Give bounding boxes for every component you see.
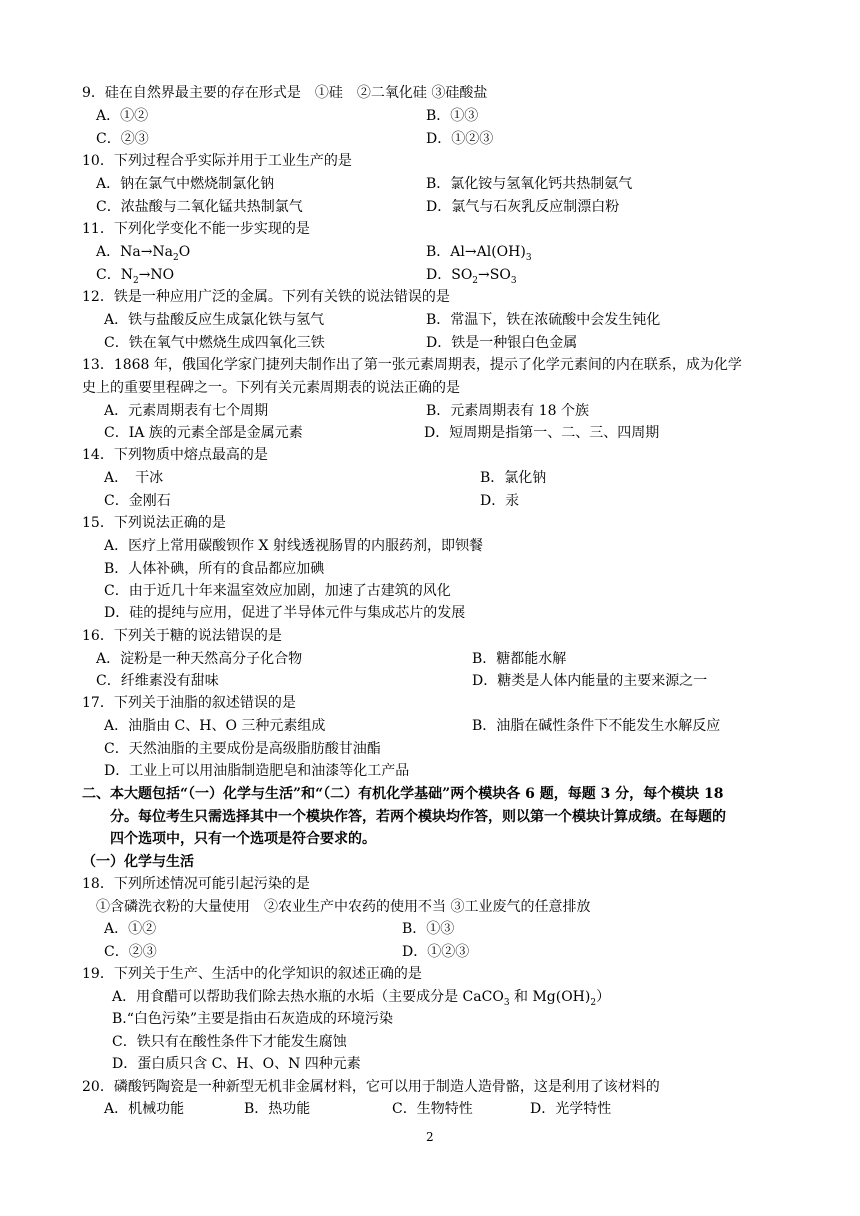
- q19-stem-line: [0, 963, 860, 985]
- q15-option-b: B．人体补碘，所有的食品都应加碘: [104, 561, 325, 577]
- q20-option-d: D．光学特性: [530, 1101, 612, 1117]
- q13-options-row2: [0, 422, 860, 444]
- q11-option-d-subscript-2: 3: [510, 275, 517, 286]
- section2-instructions-line-2: [0, 806, 860, 828]
- q18-option-a: A．①②: [104, 921, 157, 937]
- q10-option-d: D．氯气与石灰乳反应制漂白粉: [426, 199, 620, 215]
- q13-stem-1: 13．1868 年，俄国化学家门捷列夫制作出了第一张元素周期表，提示了化学元素间的内在联系，成为化学: [82, 357, 742, 373]
- q10-options-row1: [0, 173, 860, 195]
- q17-option-d-line: [0, 760, 860, 782]
- q19-option-a-subscript-2: 2: [590, 997, 597, 1008]
- q11-option-d-text: D．SO: [426, 267, 473, 283]
- q18-stem-line: [0, 873, 860, 895]
- q11-option-c-text: C．N: [96, 267, 133, 283]
- q18-options-row2: [0, 941, 860, 963]
- section2-instructions-1: 二、本大题包括“（一）化学与生活”和“（二）有机化学基础”两个模块各 6 题，每题 3 分，每个模块 18: [82, 786, 724, 802]
- module1-heading: （一）化学与生活: [82, 854, 194, 870]
- q13-options-row1: [0, 400, 860, 422]
- q20-stem: 20．磷酸钙陶瓷是一种新型无机非金属材料，它可以用于制造人造骨骼，这是利用了该材料的: [82, 1079, 660, 1095]
- q12-option-c: C．铁在氧气中燃烧生成四氧化三铁: [104, 335, 325, 351]
- q17-stem: 17．下列关于油脂的叙述错误的是: [82, 695, 296, 711]
- q12-options-row2: [0, 332, 860, 354]
- q11-option-c: [96, 264, 174, 286]
- q19-option-a-line: [0, 986, 860, 1008]
- q11-options-row2: [0, 264, 860, 286]
- section2-instructions-line-3: [0, 828, 860, 850]
- q14-option-a: A． 干冰: [104, 470, 164, 486]
- q20-stem-line: [0, 1076, 860, 1098]
- q14-stem-line: [0, 444, 860, 466]
- q19-option-d-line: [0, 1053, 860, 1075]
- q12-options-row1: [0, 309, 860, 331]
- q13-stem-line-2: [0, 377, 860, 399]
- q19-stem: 19．下列关于生产、生活中的化学知识的叙述正确的是: [82, 966, 422, 982]
- q10-stem-line: [0, 150, 860, 172]
- q10-option-c: C．浓盐酸与二氧化锰共热制氯气: [96, 199, 303, 215]
- q12-stem: 12．铁是一种应用广泛的金属。下列有关铁的说法错误的是: [82, 289, 450, 305]
- q18-items: ①含磷洗衣粉的大量使用 ②农业生产中农药的使用不当 ③工业废气的任意排放: [96, 899, 591, 915]
- q16-options-row1: [0, 648, 860, 670]
- q13-option-a: A．元素周期表有七个周期: [104, 403, 269, 419]
- q17-option-a: A．油脂由 C、H、O 三种元素组成: [104, 718, 326, 734]
- q15-option-c: C．由于近几十年来温室效应加剧，加速了古建筑的风化: [104, 583, 451, 599]
- q11-option-c-subscript: 2: [132, 275, 139, 286]
- q10-option-b: B．氯化铵与氢氧化钙共热制氨气: [426, 176, 633, 192]
- q11-option-a-subscript: 2: [173, 252, 179, 263]
- q19-option-a-mid: 和 Mg(OH): [509, 989, 591, 1005]
- q17-option-c: C．天然油脂的主要成份是高级脂肪酸甘油酯: [104, 741, 381, 757]
- q11-options-row1: [0, 241, 860, 263]
- q11-stem-line: [0, 218, 860, 240]
- q15-stem-line: [0, 512, 860, 534]
- q9-option-a: A．①②: [96, 108, 149, 124]
- q12-stem-line: [0, 286, 860, 308]
- q18-items-line: [0, 896, 860, 918]
- q16-option-c: C．纤维素没有甜味: [96, 673, 219, 689]
- q14-stem: 14．下列物质中熔点最高的是: [82, 447, 268, 463]
- q11-option-c-tail: →NO: [138, 267, 175, 283]
- q20-option-b: B．热功能: [244, 1101, 311, 1117]
- q17-option-b: B．油脂在碱性条件下不能发生水解反应: [472, 718, 721, 734]
- q16-stem: 16．下列关于糖的说法错误的是: [82, 628, 282, 644]
- q11-option-a-tail: O: [178, 244, 191, 260]
- q19-option-c: C．铁只有在酸性条件下才能发生腐蚀: [112, 1034, 347, 1050]
- q19-option-a-subscript-1: 3: [503, 997, 510, 1008]
- q11-option-a-text: A．Na→Na: [96, 244, 174, 260]
- q9-stem-line: [0, 82, 860, 104]
- q18-options-row1: [0, 918, 860, 940]
- q14-options-row2: [0, 490, 860, 512]
- q9-options-row1: [0, 105, 860, 127]
- q9-options-row2: [0, 128, 860, 150]
- q14-options-row1: [0, 467, 860, 489]
- q18-option-c: C．②③: [104, 944, 157, 960]
- q16-option-a: A．淀粉是一种天然高分子化合物: [96, 651, 303, 667]
- q11-option-b-subscript: 3: [525, 252, 532, 263]
- q14-option-b: B．氯化钠: [480, 470, 547, 486]
- q9-stem: 9．硅在自然界最主要的存在形式是 ①硅 ②二氧化硅 ③硅酸盐: [82, 85, 488, 101]
- module1-heading-line: [0, 851, 860, 873]
- q11-stem: 11．下列化学变化不能一步实现的是: [82, 221, 310, 237]
- q17-stem-line: [0, 692, 860, 714]
- q17-option-c-line: [0, 738, 860, 760]
- q16-options-row2: [0, 670, 860, 692]
- q15-option-a: A．医疗上常用碳酸钡作 X 射线透视肠胃的内服药剂，即钡餐: [104, 538, 483, 554]
- q15-option-d-line: [0, 602, 860, 624]
- q15-option-d: D．硅的提纯与应用，促进了半导体元件与集成芯片的发展: [104, 605, 466, 621]
- q18-option-d: D．①②③: [402, 944, 470, 960]
- section2-instructions-line-1: [0, 783, 860, 805]
- q19-option-a-tail: ）: [596, 989, 611, 1005]
- q19-option-d: D．蛋白质只含 C、H、O、N 四种元素: [112, 1056, 361, 1072]
- q19-option-a: [112, 986, 610, 1008]
- q15-option-c-line: [0, 580, 860, 602]
- q19-option-c-line: [0, 1031, 860, 1053]
- q13-stem-2: 史上的重要里程碑之一。下列有关元素周期表的说法正确的是: [82, 380, 460, 396]
- q15-option-a-line: [0, 535, 860, 557]
- q19-option-a-text: A．用食醋可以帮助我们除去热水瓶的水垢（主要成分是 CaCO: [112, 989, 504, 1005]
- q19-option-b: B.“白色污染”主要是指由石灰造成的环境污染: [112, 1011, 394, 1027]
- q16-stem-line: [0, 625, 860, 647]
- q19-option-b-line: [0, 1008, 860, 1030]
- q13-option-d: D．短周期是指第一、二、三、四周期: [424, 425, 660, 441]
- q17-options-row1: [0, 715, 860, 737]
- q11-option-b: [426, 241, 532, 263]
- q11-option-b-text: B．Al→Al(OH): [426, 244, 526, 260]
- q9-option-c: C．②③: [96, 131, 149, 147]
- q12-option-b: B．常温下，铁在浓硫酸中会发生钝化: [426, 312, 661, 328]
- q14-option-d: D．汞: [480, 493, 520, 509]
- q14-option-c: C．金刚石: [104, 493, 171, 509]
- q11-option-d: [426, 264, 517, 286]
- q20-option-a: A．机械功能: [104, 1101, 185, 1117]
- q10-options-row2: [0, 196, 860, 218]
- q11-option-d-subscript-1: 2: [472, 275, 479, 286]
- q10-option-a: A．钠在氯气中燃烧制氯化钠: [96, 176, 275, 192]
- q11-option-a: [96, 241, 190, 263]
- q20-option-c: C．生物特性: [392, 1101, 473, 1117]
- q20-options-row: [0, 1098, 860, 1120]
- q15-stem: 15．下列说法正确的是: [82, 515, 226, 531]
- q16-option-b: B．糖都能水解: [472, 651, 567, 667]
- q18-option-b: B．①③: [402, 921, 455, 937]
- q12-option-a: A．铁与盐酸反应生成氯化铁与氢气: [104, 312, 325, 328]
- q10-stem: 10．下列过程合乎实际并用于工业生产的是: [82, 153, 352, 169]
- q18-stem: 18．下列所述情况可能引起污染的是: [82, 876, 310, 892]
- q16-option-d: D．糖类是人体内能量的主要来源之一: [472, 673, 708, 689]
- q15-option-b-line: [0, 558, 860, 580]
- q13-option-c: C．IA 族的元素全部是金属元素: [104, 425, 303, 441]
- q13-option-b: B．元素周期表有 18 个族: [426, 403, 590, 419]
- page-number: 2: [426, 1130, 434, 1144]
- q17-option-d: D．工业上可以用油脂制造肥皂和油漆等化工产品: [104, 763, 410, 779]
- q13-stem-line-1: [0, 354, 860, 376]
- q11-option-d-mid: →SO: [478, 267, 511, 283]
- q9-option-d: D．①②③: [426, 131, 494, 147]
- section2-instructions-3: 四个选项中，只有一个选项是符合要求的。: [110, 831, 376, 847]
- q9-option-b: B．①③: [426, 108, 479, 124]
- q12-option-d: D．铁是一种银白色金属: [426, 335, 578, 351]
- section2-instructions-2: 分。每位考生只需选择其中一个模块作答，若两个模块均作答，则以第一个模块计算成绩。在每题的: [110, 809, 726, 825]
